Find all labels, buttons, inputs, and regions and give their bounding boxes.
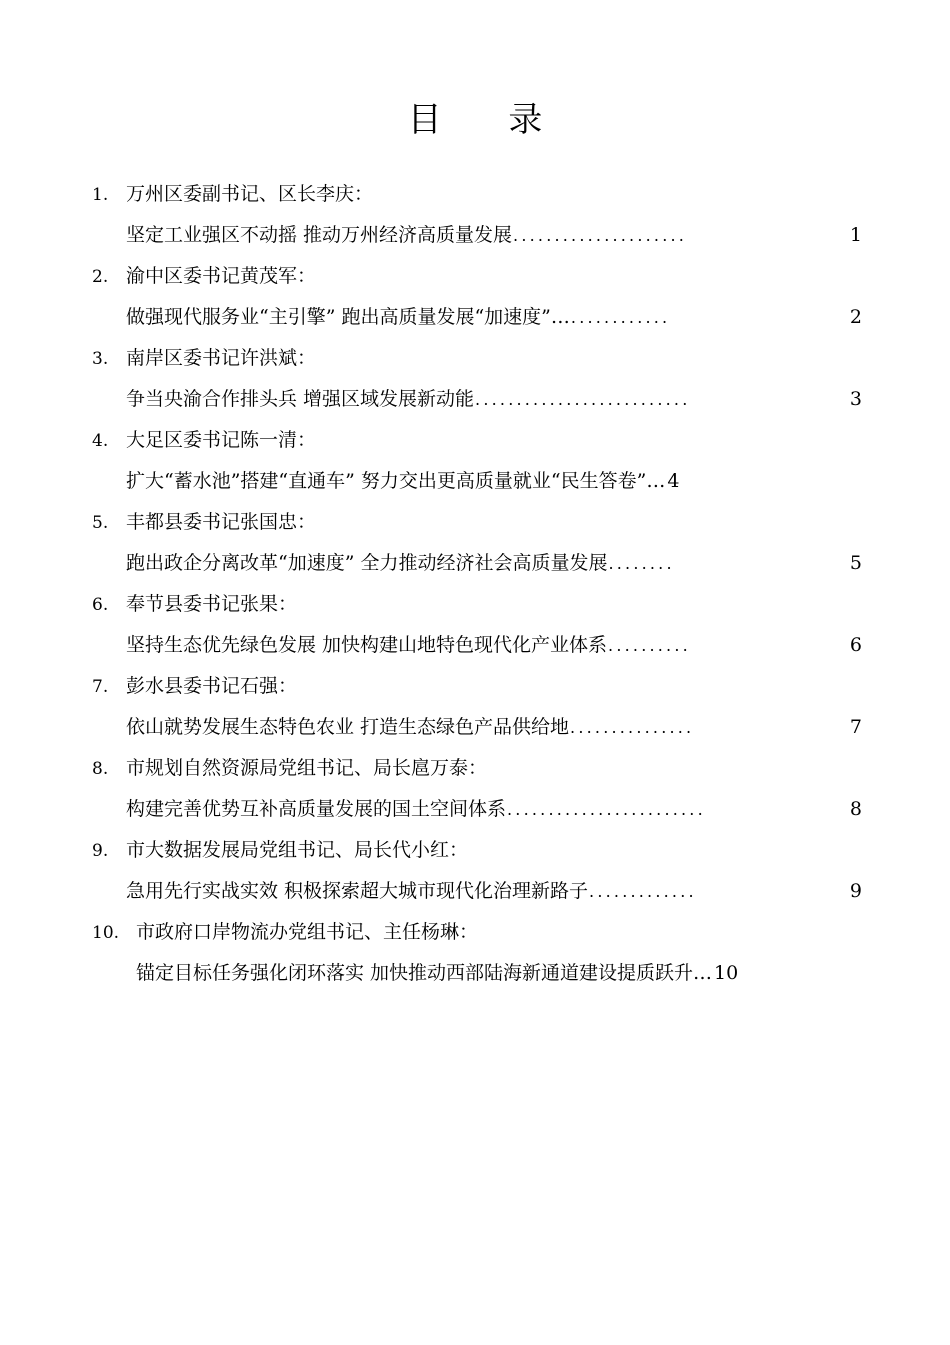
toc-article-title: 依山就势发展生态特色农业 打造生态绿色产品供给地 bbox=[126, 716, 570, 738]
toc-page-number: 2 bbox=[849, 306, 862, 328]
toc-entry-number: 6. bbox=[92, 595, 109, 615]
toc-page-number: 1 bbox=[849, 224, 862, 246]
toc-entry-number: 2. bbox=[92, 267, 109, 287]
toc-article-line[interactable] bbox=[92, 542, 862, 590]
toc-article-line[interactable] bbox=[92, 214, 862, 262]
toc-speaker-line bbox=[92, 344, 862, 378]
toc-article-title: 争当央渝合作排头兵 增强区域发展新动能 bbox=[126, 388, 475, 410]
toc-article-line[interactable] bbox=[92, 952, 862, 1000]
toc-page-number: 9 bbox=[849, 880, 862, 902]
toc-entry bbox=[92, 344, 862, 426]
toc-speaker-line bbox=[92, 180, 862, 214]
toc-speaker: 彭水县委书记石强： bbox=[126, 675, 298, 697]
toc-dot-leader: .......................... bbox=[475, 390, 691, 409]
toc-article-line[interactable] bbox=[92, 460, 862, 508]
toc-page-number: 5 bbox=[849, 552, 862, 574]
toc-entry bbox=[92, 508, 862, 590]
toc-article-line[interactable] bbox=[92, 624, 862, 672]
toc-entry-number: 7. bbox=[92, 677, 109, 697]
toc-ellipsis: … bbox=[646, 470, 666, 492]
toc-page-number: 10 bbox=[714, 962, 739, 984]
toc-article-title: 跑出政企分离改革“加速度” 全力推动经济社会高质量发展 bbox=[126, 552, 608, 574]
toc-dot-leader: .......... bbox=[608, 636, 691, 655]
toc-speaker: 万州区委副书记、区长李庆： bbox=[126, 183, 374, 205]
toc-entry bbox=[92, 262, 862, 344]
toc-article-line[interactable] bbox=[92, 296, 862, 344]
page-title: 目 录 bbox=[407, 100, 571, 140]
toc-page-number: 6 bbox=[849, 634, 862, 656]
toc-page-number: 8 bbox=[849, 798, 862, 820]
toc-page-number: 4 bbox=[667, 470, 680, 492]
toc-speaker-line bbox=[92, 508, 862, 542]
toc-article-line[interactable] bbox=[92, 706, 862, 754]
toc-speaker-line bbox=[92, 262, 862, 296]
toc-article-title: 坚持生态优先绿色发展 加快构建山地特色现代化产业体系 bbox=[126, 634, 608, 656]
toc-dot-leader: ............. bbox=[589, 882, 697, 901]
toc-entry bbox=[92, 180, 862, 262]
toc-article-title: 做强现代服务业“主引擎” 跑出高质量发展“加速度” bbox=[126, 306, 551, 328]
toc-entry-number: 9. bbox=[92, 841, 109, 861]
toc-article-title: 锚定目标任务强化闭环落实 加快推动西部陆海新通道建设提质跃升 bbox=[136, 962, 694, 984]
toc-dot-leader: ............ bbox=[570, 308, 671, 327]
toc-speaker: 南岸区委书记许洪斌： bbox=[126, 347, 317, 369]
toc-article-title: 构建完善优势互补高质量发展的国土空间体系 bbox=[126, 798, 507, 820]
toc-speaker: 大足区委书记陈一清： bbox=[126, 429, 317, 451]
toc-article-line[interactable] bbox=[92, 378, 862, 426]
toc-speaker: 渝中区委书记黄茂军： bbox=[126, 265, 317, 287]
toc-speaker: 市政府口岸物流办党组书记、主任杨琳： bbox=[136, 921, 479, 943]
toc-dot-leader: ........................ bbox=[507, 800, 706, 819]
toc-speaker-line bbox=[92, 426, 862, 460]
toc-speaker-line bbox=[92, 918, 862, 952]
table-of-contents bbox=[92, 180, 862, 1000]
toc-speaker: 丰都县委书记张国忠： bbox=[126, 511, 317, 533]
toc-speaker-line bbox=[92, 836, 862, 870]
toc-speaker: 奉节县委书记张果： bbox=[126, 593, 298, 615]
toc-speaker-line bbox=[92, 672, 862, 706]
toc-entry-number: 10. bbox=[92, 923, 120, 943]
toc-entry bbox=[92, 672, 862, 754]
toc-entry-number: 8. bbox=[92, 759, 109, 779]
toc-entry bbox=[92, 754, 862, 836]
toc-article-title: 坚定工业强区不动摇 推动万州经济高质量发展 bbox=[126, 224, 513, 246]
toc-ellipsis: … bbox=[550, 306, 570, 328]
toc-entry-number: 1. bbox=[92, 185, 109, 205]
toc-dot-leader: ............... bbox=[570, 718, 695, 737]
toc-page-number: 7 bbox=[849, 716, 862, 738]
toc-article-title: 扩大“蓄水池”搭建“直通车” 努力交出更高质量就业“民生答卷” bbox=[126, 470, 647, 492]
toc-entry-number: 3. bbox=[92, 349, 109, 369]
toc-entry-number: 5. bbox=[92, 513, 109, 533]
toc-dot-leader: ........ bbox=[608, 554, 675, 573]
toc-dot-leader: ..................... bbox=[513, 226, 688, 245]
toc-page-number: 3 bbox=[849, 388, 862, 410]
toc-speaker: 市规划自然资源局党组书记、局长扈万泰： bbox=[126, 757, 488, 779]
toc-speaker: 市大数据发展局党组书记、局长代小红： bbox=[126, 839, 469, 861]
toc-speaker-line bbox=[92, 754, 862, 788]
toc-entry-number: 4. bbox=[92, 431, 109, 451]
toc-ellipsis: … bbox=[693, 962, 713, 984]
toc-article-line[interactable] bbox=[92, 870, 862, 918]
toc-entry bbox=[92, 836, 862, 918]
toc-article-title: 急用先行实战实效 积极探索超大城市现代化治理新路子 bbox=[126, 880, 589, 902]
toc-entry bbox=[92, 426, 862, 508]
toc-entry bbox=[92, 590, 862, 672]
toc-speaker-line bbox=[92, 590, 862, 624]
toc-entry bbox=[92, 918, 862, 1000]
toc-article-line[interactable] bbox=[92, 788, 862, 836]
